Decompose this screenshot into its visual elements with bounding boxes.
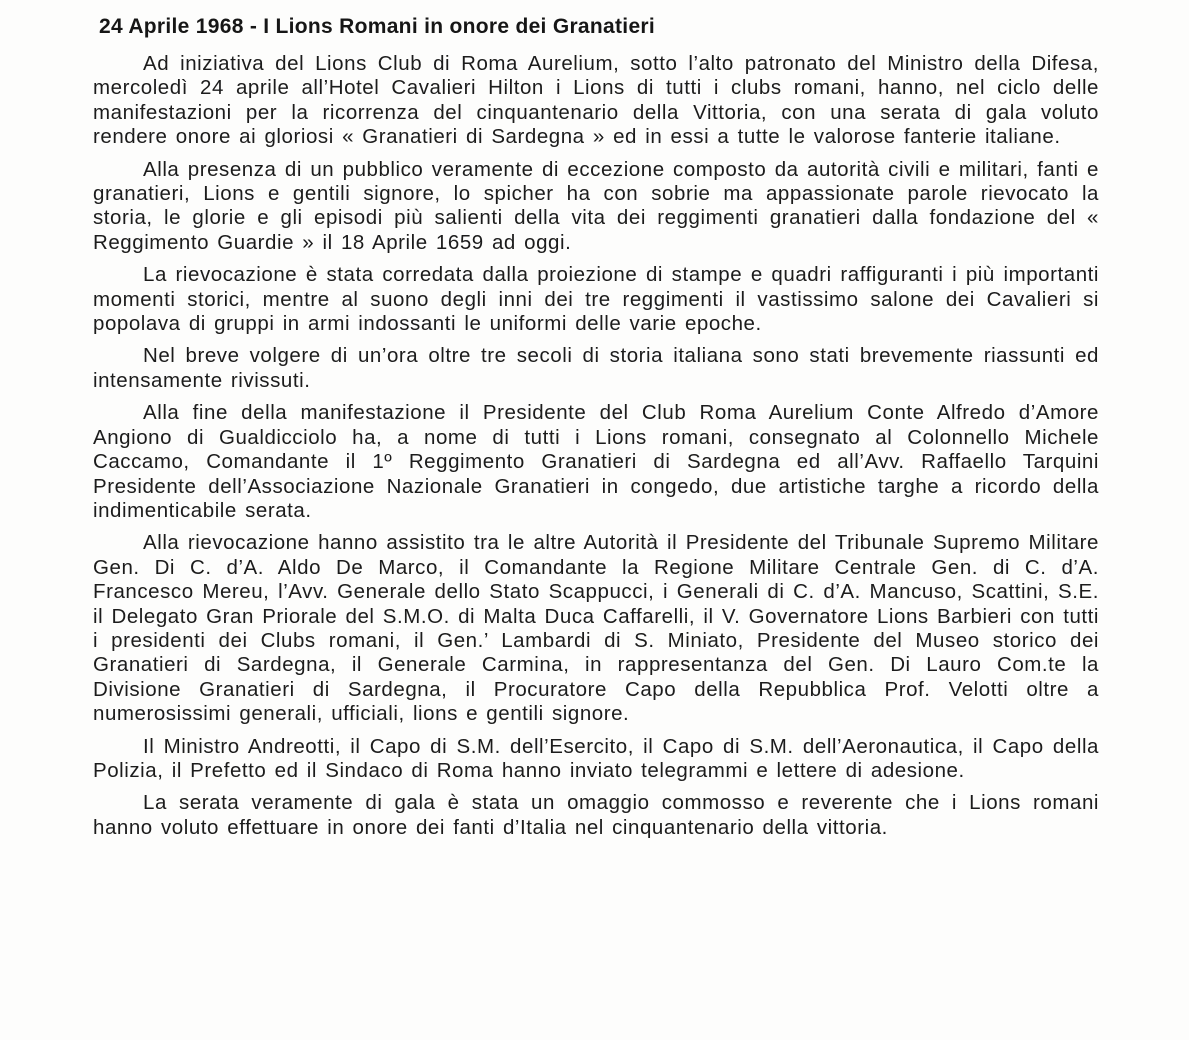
article-body xyxy=(93,52,1099,848)
paragraph-summary: Nel breve volgere di un’ora oltre tre secoli di storia italiana sono stati brevemente riassunti ed intensamente rivissuti. xyxy=(93,344,1099,392)
paragraph-projection: La rievocazione è stata corredata dalla proiezione di stampe e quadri raffiguranti i più importanti momenti storici, mentre al suono degli inni dei tre reggimenti il vastissimo salone dei Cavalieri si popolava di gruppi in armi indossanti le uniformi delle varie epoche. xyxy=(93,263,1099,336)
paragraph-audience: Alla presenza di un pubblico veramente di eccezione composto da autorità civili e militari, fanti e granatieri, Lions e gentili signore, lo spicher ha con sobrie ma appassionate parole rievocato la storia, le glorie e gli episodi più salienti della vita dei reggimenti granatieri dalla fondazione del « Reggimento Guardie » il 18 Aprile 1659 ad oggi. xyxy=(93,157,1099,254)
paragraph-authorities: Alla rievocazione hanno assistito tra le altre Autorità il Presidente del Tribunale Supremo Militare Gen. Di C. d’A. Aldo De Marco, il Comandante la Regione Militare Centrale Gen. di C. d’A. Francesco Mereu, l’Avv. Generale dello Stato Scappucci, i Generali di C. d’A. Mancuso, Scattini, S.E. il Delegato Gran Priorale del S.M.O. di Malta Duca Caffarelli, il V. Governatore Lions Barbieri con tutti i presidenti dei Clubs romani, il Gen.’ Lambardi di S. Miniato, Presidente del Museo storico dei Granatieri di Sardegna, il Generale Carmina, in rappresentanza del Gen. Di Lauro Com.te la Divisione Granatieri di Sardegna, il Procuratore Capo della Repubblica Prof. Velotti oltre a numerosissimi generali, ufficiali, lions e gentili signore. xyxy=(93,531,1099,726)
paragraph-plaques: Alla fine della manifestazione il Presidente del Club Roma Aurelium Conte Alfredo d’Amore Angiono di Gualdicciolo ha, a nome di tutti i Lions romani, consegnato al Colonnello Michele Caccamo, Comandante il 1º Reggimento Granatieri di Sardegna ed all’Avv. Raffaello Tarquini Presidente dell’Associazione Nazionale Granatieri in congedo, due artistiche targhe a ricordo della indimenticabile serata. xyxy=(93,401,1099,522)
paragraph-closing: La serata veramente di gala è stata un omaggio commosso e reverente che i Lions romani hanno voluto effettuare in onore dei fanti d’Italia nel cinquantenario della vittoria. xyxy=(93,791,1099,839)
article-title: 24 Aprile 1968 - I Lions Romani in onore dei Granatieri xyxy=(99,15,656,38)
paragraph-telegrams: Il Ministro Andreotti, il Capo di S.M. dell’Esercito, il Capo di S.M. dell’Aeronautica, il Capo della Polizia, il Prefetto ed il Sindaco di Roma hanno inviato telegrammi e lettere di adesione. xyxy=(93,734,1099,782)
paragraph-initiative: Ad iniziativa del Lions Club di Roma Aurelium, sotto l’alto patronato del Ministro della Difesa, mercoledì 24 aprile all’Hotel Cavalieri Hilton i Lions di tutti i clubs romani, hanno, nel ciclo delle manifestazioni per la ricorrenza del cinquantenario della Vittoria, con una serata di gala voluto rendere onore ai gloriosi « Granatieri di Sardegna » ed in essi a tutte le valorose fanterie italiane. xyxy=(93,52,1099,149)
